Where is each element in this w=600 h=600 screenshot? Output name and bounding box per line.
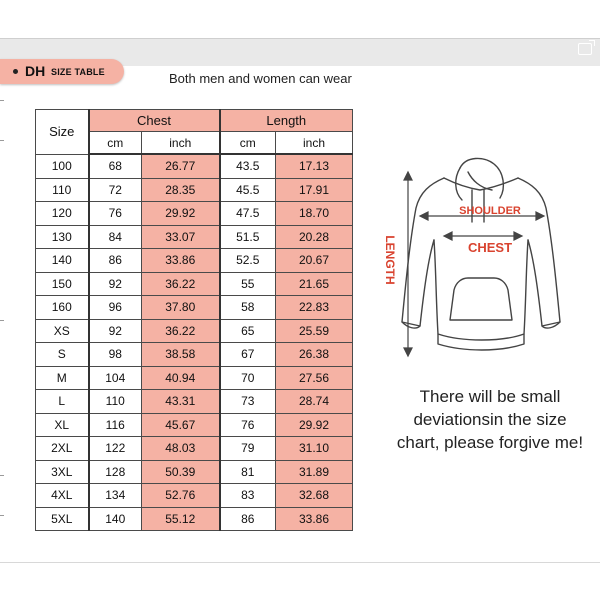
size-table xyxy=(35,109,353,531)
chest-inch-cell: 37.80 xyxy=(142,296,220,320)
size-deviation-note xyxy=(385,385,595,454)
size-cell: 3XL xyxy=(36,460,89,484)
chest-cm-cell: 92 xyxy=(89,272,142,296)
chest-inch-cell: 48.03 xyxy=(142,437,220,461)
length-inch-cell: 21.65 xyxy=(276,272,353,296)
chest-inch-cell: 36.22 xyxy=(142,319,220,343)
edge-tick xyxy=(0,100,4,101)
hoodie-diagram xyxy=(372,150,592,360)
size-cell: L xyxy=(36,390,89,414)
chest-inch-cell: 33.07 xyxy=(142,225,220,249)
chest-inch-cell: 55.12 xyxy=(142,507,220,531)
size-cell: XS xyxy=(36,319,89,343)
chest-inch-cell: 26.77 xyxy=(142,154,220,178)
chest-cm-cell: 116 xyxy=(89,413,142,437)
chest-label: CHEST xyxy=(467,240,513,255)
chest-header: Chest xyxy=(89,110,220,132)
table-row xyxy=(36,390,353,414)
chest-cm-cell: 104 xyxy=(89,366,142,390)
unit-inch-header: inch xyxy=(276,132,353,155)
chest-inch-cell: 38.58 xyxy=(142,343,220,367)
chest-cm-cell: 134 xyxy=(89,484,142,508)
length-inch-cell: 31.10 xyxy=(276,437,353,461)
chest-inch-cell: 50.39 xyxy=(142,460,220,484)
banner-title: SIZE TABLE xyxy=(51,67,105,77)
table-row xyxy=(36,484,353,508)
length-cm-cell: 76 xyxy=(220,413,276,437)
length-cm-cell: 65 xyxy=(220,319,276,343)
size-cell: 4XL xyxy=(36,484,89,508)
chest-cm-cell: 72 xyxy=(89,178,142,202)
table-row xyxy=(36,272,353,296)
unit-inch-header: inch xyxy=(142,132,220,155)
chest-cm-cell: 140 xyxy=(89,507,142,531)
length-inch-cell: 22.83 xyxy=(276,296,353,320)
length-cm-cell: 45.5 xyxy=(220,178,276,202)
table-row xyxy=(36,343,353,367)
table-row xyxy=(36,460,353,484)
size-cell: 5XL xyxy=(36,507,89,531)
table-row xyxy=(36,366,353,390)
length-inch-cell: 18.70 xyxy=(276,202,353,226)
size-cell: 140 xyxy=(36,249,89,273)
table-row xyxy=(36,202,353,226)
chest-inch-cell: 29.92 xyxy=(142,202,220,226)
length-cm-cell: 70 xyxy=(220,366,276,390)
banner-brand: DH xyxy=(25,63,46,79)
size-cell: 160 xyxy=(36,296,89,320)
expand-icon[interactable] xyxy=(578,43,592,55)
size-cell: 110 xyxy=(36,178,89,202)
chest-cm-cell: 68 xyxy=(89,154,142,178)
length-cm-cell: 43.5 xyxy=(220,154,276,178)
length-inch-cell: 17.91 xyxy=(276,178,353,202)
size-cell: 130 xyxy=(36,225,89,249)
length-label: LENGTH xyxy=(383,235,397,285)
table-row xyxy=(36,154,353,178)
table-row xyxy=(36,413,353,437)
chest-inch-cell: 33.86 xyxy=(142,249,220,273)
length-cm-cell: 83 xyxy=(220,484,276,508)
table-row xyxy=(36,249,353,273)
size-table-banner xyxy=(0,59,124,84)
note-line: chart, please forgive me! xyxy=(396,433,584,452)
chest-cm-cell: 86 xyxy=(89,249,142,273)
length-inch-cell: 27.56 xyxy=(276,366,353,390)
note-line: deviationsin the size xyxy=(413,410,567,429)
table-row xyxy=(36,178,353,202)
size-cell: 100 xyxy=(36,154,89,178)
chest-cm-cell: 84 xyxy=(89,225,142,249)
length-inch-cell: 20.67 xyxy=(276,249,353,273)
table-row xyxy=(36,225,353,249)
shoulder-label: SHOULDER xyxy=(459,205,521,217)
chest-cm-cell: 98 xyxy=(89,343,142,367)
table-row xyxy=(36,437,353,461)
unit-cm-header: cm xyxy=(89,132,142,155)
length-header: Length xyxy=(220,110,353,132)
measure-arrows xyxy=(404,172,544,356)
length-cm-cell: 55 xyxy=(220,272,276,296)
length-inch-cell: 17.13 xyxy=(276,154,353,178)
unit-cm-header: cm xyxy=(220,132,276,155)
chest-cm-cell: 76 xyxy=(89,202,142,226)
chest-cm-cell: 92 xyxy=(89,319,142,343)
length-cm-cell: 67 xyxy=(220,343,276,367)
size-cell: 2XL xyxy=(36,437,89,461)
length-inch-cell: 31.89 xyxy=(276,460,353,484)
edge-tick xyxy=(0,515,4,516)
table-row xyxy=(36,319,353,343)
table-header-row xyxy=(36,110,353,132)
edge-tick xyxy=(0,475,4,476)
chest-inch-cell: 43.31 xyxy=(142,390,220,414)
chest-cm-cell: 110 xyxy=(89,390,142,414)
length-inch-cell: 20.28 xyxy=(276,225,353,249)
length-inch-cell: 33.86 xyxy=(276,507,353,531)
note-line: There will be small xyxy=(419,387,561,406)
size-cell: XL xyxy=(36,413,89,437)
length-cm-cell: 58 xyxy=(220,296,276,320)
chest-cm-cell: 96 xyxy=(89,296,142,320)
length-inch-cell: 25.59 xyxy=(276,319,353,343)
chest-inch-cell: 45.67 xyxy=(142,413,220,437)
length-inch-cell: 32.68 xyxy=(276,484,353,508)
chest-inch-cell: 28.35 xyxy=(142,178,220,202)
subtitle: Both men and women can wear xyxy=(169,71,352,86)
chest-cm-cell: 122 xyxy=(89,437,142,461)
size-cell: M xyxy=(36,366,89,390)
chest-inch-cell: 36.22 xyxy=(142,272,220,296)
length-cm-cell: 47.5 xyxy=(220,202,276,226)
length-cm-cell: 86 xyxy=(220,507,276,531)
bottom-divider xyxy=(0,562,600,563)
size-cell: S xyxy=(36,343,89,367)
length-inch-cell: 29.92 xyxy=(276,413,353,437)
chest-inch-cell: 52.76 xyxy=(142,484,220,508)
length-cm-cell: 52.5 xyxy=(220,249,276,273)
size-cell: 120 xyxy=(36,202,89,226)
table-row xyxy=(36,296,353,320)
chest-cm-cell: 128 xyxy=(89,460,142,484)
length-cm-cell: 79 xyxy=(220,437,276,461)
edge-tick xyxy=(0,320,4,321)
length-inch-cell: 26.38 xyxy=(276,343,353,367)
edge-tick xyxy=(0,140,4,141)
length-inch-cell: 28.74 xyxy=(276,390,353,414)
length-cm-cell: 81 xyxy=(220,460,276,484)
length-cm-cell: 73 xyxy=(220,390,276,414)
size-header: Size xyxy=(36,110,89,155)
bullet-icon xyxy=(13,69,18,74)
length-cm-cell: 51.5 xyxy=(220,225,276,249)
table-row xyxy=(36,507,353,531)
chest-inch-cell: 40.94 xyxy=(142,366,220,390)
size-cell: 150 xyxy=(36,272,89,296)
